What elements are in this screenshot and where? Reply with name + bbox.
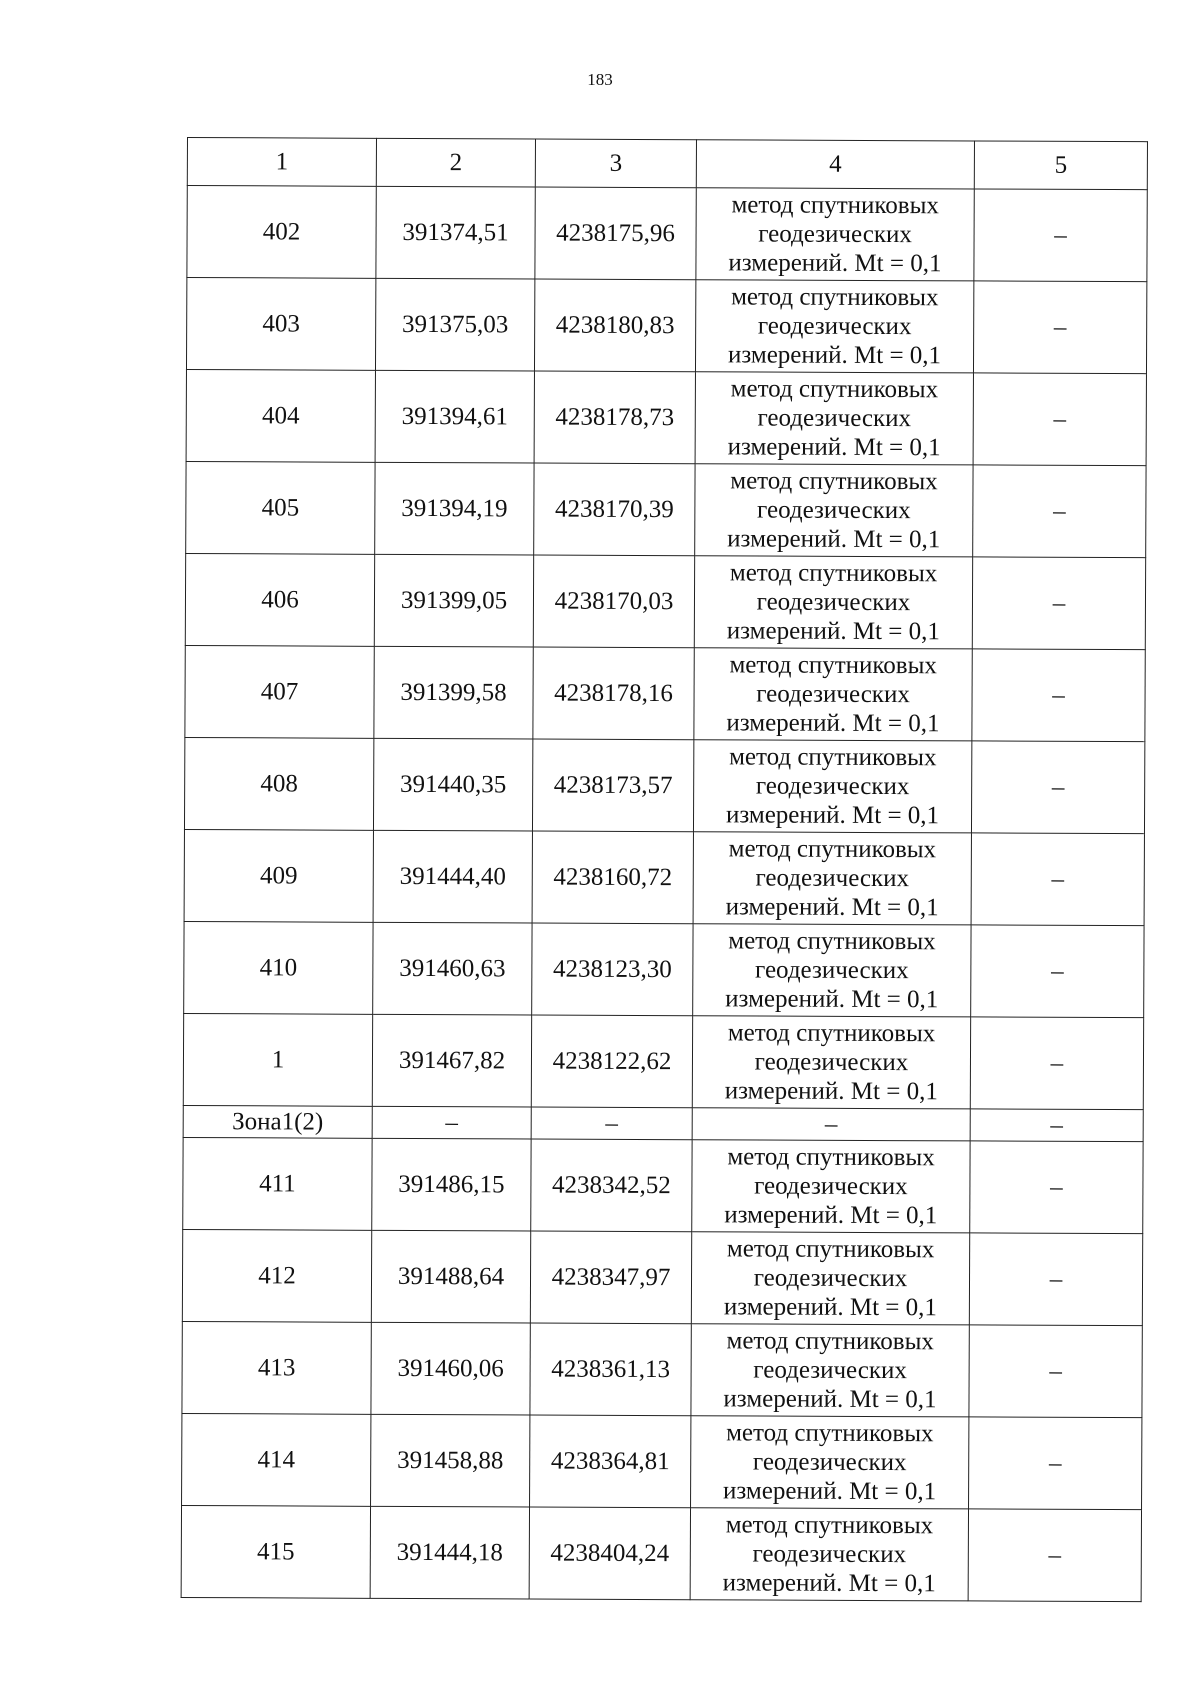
note-cell: – bbox=[970, 1109, 1143, 1142]
note-cell: – bbox=[973, 281, 1146, 374]
method-line: геодезических bbox=[755, 864, 910, 893]
method-line: геодезических bbox=[756, 588, 911, 617]
method-line: геодезических bbox=[754, 1172, 908, 1201]
x-coordinate-cell: – bbox=[372, 1106, 531, 1139]
x-coordinate-cell: 391467,82 bbox=[372, 1014, 531, 1107]
y-coordinate-cell: 4238364,81 bbox=[530, 1415, 691, 1508]
table-header-row bbox=[187, 138, 1147, 190]
method-line: измерений. Mt = 0,1 bbox=[724, 1077, 938, 1106]
method-line: метод спутниковых bbox=[725, 1511, 934, 1540]
y-coordinate-cell: 4238170,39 bbox=[534, 463, 695, 556]
table-row bbox=[186, 278, 1146, 374]
method-line: геодезических bbox=[758, 220, 912, 249]
method-line: метод спутниковых bbox=[726, 1327, 935, 1356]
x-coordinate-cell: 391488,64 bbox=[371, 1230, 530, 1323]
method-line: метод спутниковых bbox=[728, 927, 936, 956]
point-number-cell: 414 bbox=[182, 1413, 371, 1506]
method-line: геодезических bbox=[755, 956, 909, 985]
point-number-cell: 406 bbox=[185, 553, 374, 646]
method-line: геодезических bbox=[757, 404, 912, 433]
note-cell: – bbox=[971, 833, 1144, 926]
method-line: геодезических bbox=[754, 1048, 909, 1077]
point-number-cell: 408 bbox=[184, 737, 373, 830]
x-coordinate-cell: 391374,51 bbox=[376, 186, 535, 279]
note-cell: – bbox=[973, 373, 1146, 466]
point-number-cell: 407 bbox=[185, 645, 374, 738]
point-number-cell: 412 bbox=[182, 1229, 371, 1322]
method-line: геодезических bbox=[753, 1356, 907, 1385]
x-coordinate-cell: 391444,40 bbox=[373, 830, 532, 923]
method-line: метод спутниковых bbox=[729, 743, 937, 772]
method-line: метод спутниковых bbox=[731, 191, 939, 220]
table-row bbox=[183, 1013, 1143, 1109]
point-number-cell: 403 bbox=[186, 278, 375, 371]
method-line: измерений. Mt = 0,1 bbox=[727, 433, 941, 462]
method-line: измерений. Mt = 0,1 bbox=[727, 525, 941, 554]
method-cell bbox=[695, 464, 973, 557]
table-row bbox=[182, 1229, 1142, 1325]
y-coordinate-cell: – bbox=[531, 1107, 692, 1140]
y-coordinate-cell: 4238404,24 bbox=[529, 1507, 690, 1600]
method-cell bbox=[694, 556, 972, 649]
point-number-cell: 404 bbox=[186, 369, 375, 462]
note-cell: – bbox=[974, 189, 1147, 282]
x-coordinate-cell: 391394,61 bbox=[375, 370, 534, 463]
note-cell: – bbox=[972, 649, 1145, 742]
table-row bbox=[182, 1321, 1142, 1417]
method-line: геодезических bbox=[752, 1448, 907, 1477]
y-coordinate-cell: 4238122,62 bbox=[531, 1015, 692, 1108]
note-cell: – bbox=[971, 925, 1144, 1018]
x-coordinate-cell: 391440,35 bbox=[373, 738, 532, 831]
point-number-cell: 409 bbox=[184, 829, 373, 922]
point-number-cell: 411 bbox=[183, 1137, 372, 1230]
column-header-5: 5 bbox=[974, 141, 1147, 190]
table-body bbox=[181, 186, 1147, 1602]
method-line: метод спутниковых bbox=[727, 1143, 935, 1172]
method-cell bbox=[695, 372, 973, 465]
method-line: метод спутниковых bbox=[726, 1235, 935, 1264]
point-number-cell: 1 bbox=[183, 1013, 372, 1106]
method-cell bbox=[691, 1416, 969, 1509]
method-line: измерений. Mt = 0,1 bbox=[724, 1201, 938, 1230]
method-cell bbox=[694, 648, 972, 741]
y-coordinate-cell: 4238123,30 bbox=[532, 923, 693, 1016]
point-number-cell: 413 bbox=[182, 1321, 371, 1414]
note-cell: – bbox=[972, 557, 1145, 650]
table-row bbox=[186, 369, 1146, 465]
method-cell bbox=[691, 1232, 969, 1325]
zone-row bbox=[183, 1105, 1143, 1141]
table-row bbox=[181, 1505, 1141, 1601]
method-line: измерений. Mt = 0,1 bbox=[725, 985, 939, 1014]
x-coordinate-cell: 391399,58 bbox=[374, 646, 533, 739]
method-cell bbox=[696, 188, 974, 281]
point-number-cell: 415 bbox=[181, 1505, 370, 1598]
method-line: метод спутниковых bbox=[728, 835, 937, 864]
point-number-cell: 405 bbox=[186, 461, 375, 554]
y-coordinate-cell: 4238180,83 bbox=[534, 279, 695, 372]
x-coordinate-cell: 391399,05 bbox=[374, 554, 533, 647]
note-cell: – bbox=[970, 1017, 1143, 1110]
note-cell: – bbox=[970, 1141, 1143, 1234]
method-line: измерений. Mt = 0,1 bbox=[722, 1477, 937, 1506]
method-line: метод спутниковых bbox=[730, 375, 939, 404]
note-cell: – bbox=[969, 1325, 1142, 1418]
table-row bbox=[182, 1413, 1142, 1509]
x-coordinate-cell: 391375,03 bbox=[375, 278, 534, 371]
point-number-cell: Зона1(2) bbox=[183, 1105, 372, 1138]
page-number: 183 bbox=[587, 70, 613, 89]
table-row bbox=[183, 1137, 1143, 1233]
method-line: метод спутниковых bbox=[731, 283, 939, 312]
x-coordinate-cell: 391486,15 bbox=[372, 1138, 531, 1231]
table-row bbox=[184, 829, 1144, 925]
table-row bbox=[185, 553, 1145, 649]
method-line: метод спутниковых bbox=[727, 1019, 936, 1048]
method-line: геодезических bbox=[753, 1264, 908, 1293]
column-header-2: 2 bbox=[376, 138, 535, 187]
table-row bbox=[186, 461, 1146, 557]
note-cell: – bbox=[973, 465, 1146, 558]
y-coordinate-cell: 4238361,13 bbox=[530, 1323, 691, 1416]
note-cell: – bbox=[969, 1417, 1142, 1510]
method-line: измерений. Mt = 0,1 bbox=[723, 1293, 937, 1322]
table-row bbox=[185, 645, 1145, 741]
method-cell bbox=[691, 1324, 969, 1417]
method-line: – bbox=[824, 1110, 838, 1138]
method-line: геодезических bbox=[756, 680, 910, 709]
y-coordinate-cell: 4238342,52 bbox=[531, 1139, 692, 1232]
x-coordinate-cell: 391460,63 bbox=[373, 922, 532, 1015]
y-coordinate-cell: 4238175,96 bbox=[535, 187, 696, 280]
column-header-4: 4 bbox=[696, 140, 974, 189]
method-line: метод спутниковых bbox=[729, 651, 937, 680]
y-coordinate-cell: 4238173,57 bbox=[532, 739, 693, 832]
point-number-cell: 410 bbox=[184, 921, 373, 1014]
method-line: измерений. Mt = 0,1 bbox=[722, 1569, 936, 1598]
method-cell bbox=[693, 832, 971, 925]
method-cell bbox=[693, 740, 971, 833]
method-cell bbox=[695, 280, 973, 373]
y-coordinate-cell: 4238160,72 bbox=[532, 831, 693, 924]
method-line: измерений. Mt = 0,1 bbox=[725, 801, 940, 830]
method-cell bbox=[692, 1016, 970, 1109]
method-line: измерений. Mt = 0,1 bbox=[728, 249, 942, 278]
method-line: геодезических bbox=[752, 1540, 907, 1569]
note-cell: – bbox=[969, 1233, 1142, 1326]
method-cell bbox=[693, 924, 971, 1017]
method-line: измерений. Mt = 0,1 bbox=[727, 341, 942, 370]
column-header-3: 3 bbox=[535, 139, 696, 188]
method-line: измерений. Mt = 0,1 bbox=[725, 893, 939, 922]
x-coordinate-cell: 391394,19 bbox=[375, 462, 534, 555]
method-cell bbox=[690, 1508, 968, 1601]
note-cell: – bbox=[968, 1509, 1141, 1602]
coordinates-table bbox=[181, 137, 1148, 1602]
y-coordinate-cell: 4238178,73 bbox=[534, 371, 695, 464]
method-cell bbox=[692, 1108, 970, 1141]
method-cell bbox=[692, 1140, 970, 1233]
y-coordinate-cell: 4238178,16 bbox=[533, 647, 694, 740]
method-line: измерений. Mt = 0,1 bbox=[723, 1385, 937, 1414]
y-coordinate-cell: 4238170,03 bbox=[533, 555, 694, 648]
x-coordinate-cell: 391458,88 bbox=[371, 1414, 530, 1507]
table-row bbox=[187, 186, 1147, 282]
method-line: геодезических bbox=[757, 312, 912, 341]
column-header-1: 1 bbox=[187, 138, 376, 187]
method-line: метод спутниковых bbox=[730, 467, 938, 496]
x-coordinate-cell: 391444,18 bbox=[370, 1506, 529, 1599]
method-line: измерений. Mt = 0,1 bbox=[726, 709, 940, 738]
method-line: метод спутниковых bbox=[729, 559, 938, 588]
x-coordinate-cell: 391460,06 bbox=[371, 1322, 530, 1415]
method-line: геодезических bbox=[755, 772, 910, 801]
method-line: измерений. Mt = 0,1 bbox=[726, 617, 940, 646]
table-row bbox=[184, 737, 1144, 833]
note-cell: – bbox=[971, 741, 1144, 834]
y-coordinate-cell: 4238347,97 bbox=[530, 1231, 691, 1324]
method-line: геодезических bbox=[757, 496, 911, 525]
table-row bbox=[184, 921, 1144, 1017]
point-number-cell: 402 bbox=[187, 186, 376, 279]
method-line: метод спутниковых bbox=[726, 1419, 934, 1448]
